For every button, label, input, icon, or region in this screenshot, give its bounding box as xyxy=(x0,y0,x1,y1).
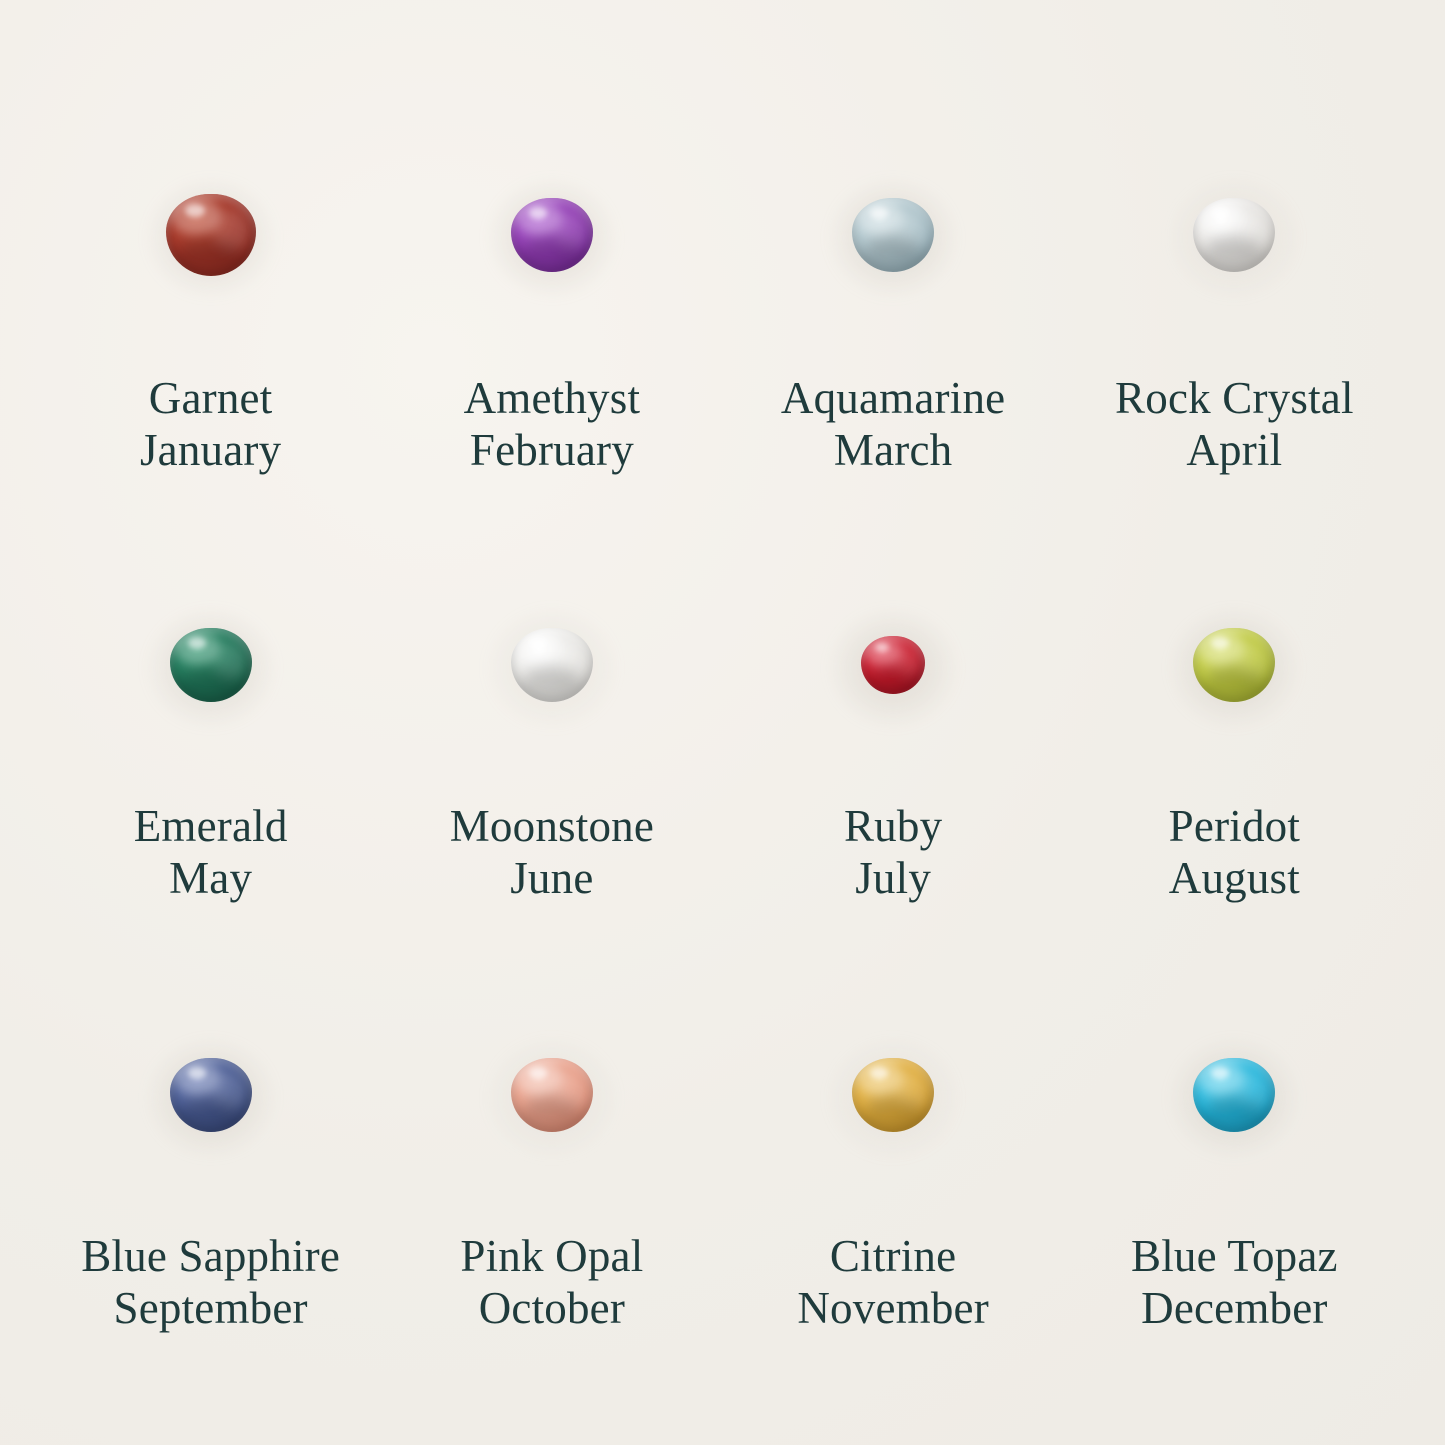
stone-name: Blue Sapphire xyxy=(81,1231,341,1281)
stone-name: Moonstone xyxy=(449,801,655,851)
stone-figure xyxy=(808,1010,978,1180)
stone-month: April xyxy=(1186,425,1283,476)
stone-name: Citrine xyxy=(829,1231,957,1281)
stone-caption xyxy=(460,1230,643,1334)
stone-name: Blue Topaz xyxy=(1131,1231,1338,1281)
birthstone-cell xyxy=(1064,580,1405,980)
stone-figure xyxy=(467,1010,637,1180)
stone-figure xyxy=(1149,580,1319,750)
stone-month: December xyxy=(1141,1283,1328,1334)
stone-month: July xyxy=(855,853,932,904)
stone-caption xyxy=(844,800,942,904)
stone-figure xyxy=(467,580,637,750)
stone-month: September xyxy=(113,1283,308,1334)
gemstone-bead-blue-sapphire xyxy=(170,1058,252,1132)
stone-name: Pink Opal xyxy=(460,1231,644,1281)
stone-caption xyxy=(81,1230,340,1334)
stone-month: October xyxy=(478,1283,626,1334)
birthstone-cell xyxy=(381,580,722,980)
stone-figure xyxy=(1149,1010,1319,1180)
birthstone-cell xyxy=(723,1010,1064,1410)
stone-month: March xyxy=(833,425,953,476)
stone-name: Aquamarine xyxy=(780,373,1006,423)
stone-caption xyxy=(134,800,288,904)
stone-caption xyxy=(1131,1230,1338,1334)
stone-month: August xyxy=(1168,853,1300,904)
stone-name: Amethyst xyxy=(463,373,641,423)
birthstone-cell xyxy=(381,150,722,550)
stone-caption xyxy=(797,1230,989,1334)
stone-caption xyxy=(1115,372,1354,476)
stone-name: Rock Crystal xyxy=(1115,373,1354,423)
birthstone-cell xyxy=(40,150,381,550)
stone-month: November xyxy=(797,1283,989,1334)
birthstone-cell xyxy=(1064,1010,1405,1410)
stone-figure xyxy=(467,150,637,320)
stone-caption xyxy=(140,372,281,476)
birthstone-cell xyxy=(381,1010,722,1410)
gemstone-bead-garnet xyxy=(166,194,256,276)
stone-caption xyxy=(781,372,1005,476)
gemstone-bead-emerald xyxy=(170,628,252,702)
birthstone-cell xyxy=(40,1010,381,1410)
stone-name: Emerald xyxy=(133,801,288,851)
stone-figure xyxy=(126,1010,296,1180)
stone-caption xyxy=(1169,800,1300,904)
stone-figure xyxy=(808,150,978,320)
stone-month: February xyxy=(469,425,634,476)
stone-month: June xyxy=(510,853,594,904)
stone-name: Peridot xyxy=(1168,801,1301,851)
stone-figure xyxy=(808,580,978,750)
stone-month: January xyxy=(139,425,282,476)
stone-caption xyxy=(450,800,654,904)
birthstone-cell xyxy=(40,580,381,980)
stone-figure xyxy=(1149,150,1319,320)
stone-name: Garnet xyxy=(148,373,273,423)
birthstone-cell xyxy=(723,580,1064,980)
birthstone-grid xyxy=(40,150,1405,1410)
stone-figure xyxy=(126,580,296,750)
birthstone-cell xyxy=(1064,150,1405,550)
stone-name: Ruby xyxy=(843,801,943,851)
stone-month: May xyxy=(169,853,253,904)
stone-figure xyxy=(126,150,296,320)
stone-caption xyxy=(464,372,641,476)
birthstone-cell xyxy=(723,150,1064,550)
